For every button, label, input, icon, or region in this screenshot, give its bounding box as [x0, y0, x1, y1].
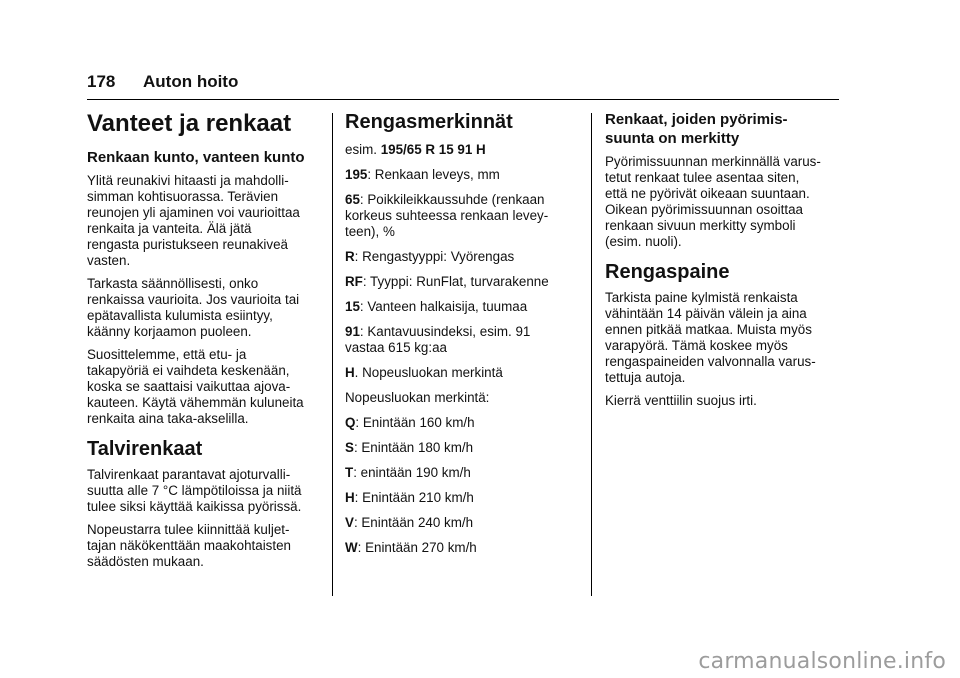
- marking-text: : Vanteen halkaisija, tuumaa: [359, 299, 528, 314]
- speed-text: : Enintään 160 km/h: [355, 415, 475, 430]
- marking-key: H: [345, 365, 355, 380]
- subheading-rotation-direction: Renkaat, joiden pyörimis- suunta on merkitty: [605, 111, 788, 147]
- speed-key: Q: [345, 415, 356, 430]
- column-left: [87, 110, 325, 577]
- speed-key: V: [345, 515, 354, 530]
- marking-text: : Rengastyyppi: Vyörengas: [354, 249, 515, 264]
- marking-text: : Kantavuusindeksi, esim. 91 vastaa 615 kg:aa: [345, 324, 531, 355]
- paragraph: Tarkista paine kylmistä renkaista vähintään 14 päivän välein ja aina ennen pitkää matkaa. Muista myös varapyörä. Tämä koskee myös rengaspaineiden valvonnalla varus- tettuja autoja.: [605, 290, 816, 385]
- speed-text: : Enintään 240 km/h: [353, 515, 474, 530]
- speed-item: [345, 440, 573, 456]
- paragraph: Pyörimissuunnan merkinnällä varus- tetut renkaat tulee asentaa siten, että ne pyörivät oikeaan suuntaan. Oikean pyörimissuunnan osoittaa renkaan sivuun merkitty symboli (esim. nuoli).: [605, 154, 821, 249]
- heading-tyre-pressure: Rengaspaine: [605, 261, 730, 283]
- paragraph: Nopeustarra tulee kiinnittää kuljet- tajan näkökenttään maakohtaisten säädösten mukaan.: [87, 522, 291, 569]
- watermark: carmanualsonline.info: [698, 649, 946, 674]
- example-code: 195/65 R 15 91 H: [380, 142, 486, 157]
- column-middle: [345, 110, 573, 565]
- speed-text: : enintään 190 km/h: [353, 465, 471, 480]
- marking-item: [345, 167, 573, 183]
- example-prefix: esim.: [345, 142, 381, 157]
- marking-item: [345, 324, 573, 356]
- page-number: 178: [87, 72, 116, 91]
- section-title: Auton hoito: [143, 72, 239, 91]
- marking-item: [345, 274, 573, 290]
- paragraph: Suosittelemme, että etu- ja takapyöriä ei vaihdeta keskenään, koska se saattaisi vaikuttaa ajova- kauteen. Käytä vähemmän kuluneita renkaita aina taka-akselilla.: [87, 347, 304, 426]
- page-header: [87, 72, 238, 92]
- paragraph: Kierrä venttiilin suojus irti.: [605, 393, 757, 408]
- marking-item: [345, 299, 573, 315]
- marking-key: 91: [345, 324, 360, 339]
- speed-item: [345, 415, 573, 431]
- speed-item: [345, 465, 573, 481]
- marking-key: 195: [345, 167, 368, 182]
- marking-text: : Tyyppi: RunFlat, turvarakenne: [362, 274, 549, 289]
- heading-tyre-markings: Rengasmerkinnät: [345, 111, 513, 133]
- heading-winter-tyres: Talvirenkaat: [87, 438, 203, 460]
- marking-key: 65: [345, 192, 360, 207]
- marking-key: 15: [345, 299, 360, 314]
- marking-key: RF: [345, 274, 363, 289]
- marking-key: R: [345, 249, 355, 264]
- speed-key: W: [345, 540, 358, 555]
- page-title: Vanteet ja renkaat: [87, 110, 292, 137]
- column-right: [605, 110, 841, 416]
- speed-text: : Enintään 180 km/h: [353, 440, 474, 455]
- speed-key: S: [345, 440, 354, 455]
- marking-text: : Renkaan leveys, mm: [367, 167, 500, 182]
- speed-key: H: [345, 490, 355, 505]
- marking-item: [345, 249, 573, 265]
- column-divider: [332, 113, 333, 596]
- column-divider: [591, 113, 592, 596]
- paragraph: Tarkasta säännöllisesti, onko renkaissa vaurioita. Jos vaurioita tai epätavallista kulumista esiintyy, käänny korjaamon puoleen.: [87, 276, 300, 339]
- marking-text: : Poikkileikkaussuhde (renkaan korkeus suhteessa renkaan levey- teen), %: [345, 192, 549, 239]
- speed-text: : Enintään 210 km/h: [354, 490, 474, 505]
- header-rule: [87, 99, 839, 100]
- speed-item: [345, 490, 573, 506]
- marking-item: [345, 192, 573, 240]
- speed-item: [345, 540, 573, 556]
- paragraph: Ylitä reunakivi hitaasti ja mahdolli- simman kohtisuorassa. Terävien reunojen yli ajaminen voi vaurioittaa renkaita ja vanteita. Älä jätä rengasta puristukseen reunakiveä vasten.: [87, 173, 300, 268]
- example-line: [345, 142, 573, 158]
- marking-item: [345, 365, 573, 381]
- paragraph: Talvirenkaat parantavat ajoturvalli- suutta alle 7 °C lämpötiloissa ja niitä tulee siksi käyttää kaikissa pyörissä.: [87, 467, 302, 514]
- speed-intro: Nopeusluokan merkintä:: [345, 390, 490, 405]
- speed-text: : Enintään 270 km/h: [357, 540, 477, 555]
- marking-text: . Nopeusluokan merkintä: [354, 365, 503, 380]
- speed-item: [345, 515, 573, 531]
- subheading-condition: Renkaan kunto, vanteen kunto: [87, 149, 305, 166]
- speed-key: T: [345, 465, 354, 480]
